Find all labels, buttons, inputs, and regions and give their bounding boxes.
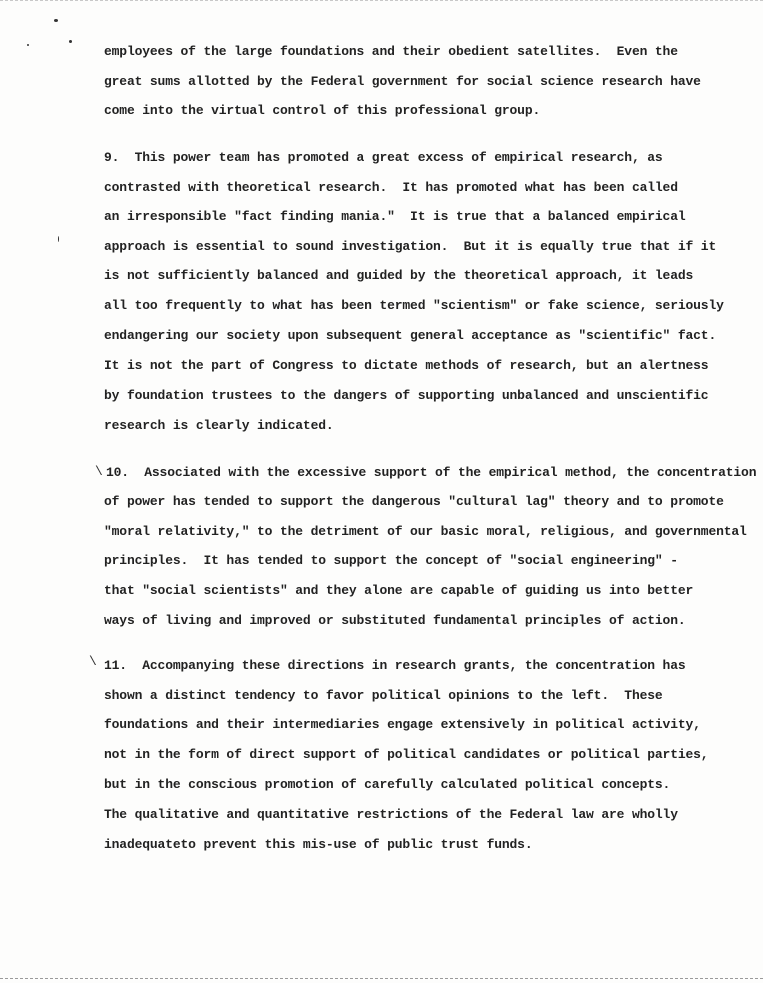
scan-speck	[58, 236, 59, 242]
text-line: shown a distinct tendency to favor political opinions to the left. These	[104, 688, 663, 703]
text-line: but in the conscious promotion of carefully calculated political concepts.	[104, 777, 671, 792]
text-line: all too frequently to what has been termed "scientism" or fake science, seriously	[104, 298, 724, 313]
text-line: principles. It has tended to support the concept of "social engineering" -	[104, 553, 678, 568]
scan-speck	[54, 19, 58, 22]
text-line: "moral relativity," to the detriment of our basic moral, religious, and governmental	[104, 524, 747, 539]
text-line: endangering our society upon subsequent general acceptance as "scientific" fact.	[104, 328, 717, 343]
text-line: that "social scientists" and they alone are capable of guiding us into better	[104, 583, 694, 598]
text-line: contrasted with theoretical research. It has promoted what has been called	[104, 180, 678, 195]
text-line: foundations and their intermediaries engage extensively in political activity,	[104, 717, 701, 732]
text-line: come into the virtual control of this professional group.	[104, 103, 541, 118]
scan-speck	[27, 44, 29, 46]
text-line: by foundation trustees to the dangers of supporting unbalanced and unscientific	[104, 388, 709, 403]
text-line: The qualitative and quantitative restrictions of the Federal law are wholly	[104, 807, 678, 822]
margin-check-mark: \	[95, 464, 103, 479]
text-line: 10. Associated with the excessive support of the empirical method, the concentration	[106, 465, 757, 480]
top-page-edge	[0, 0, 763, 1]
text-line: is not sufficiently balanced and guided by the theoretical approach, it leads	[104, 268, 694, 283]
text-line: not in the form of direct support of political candidates or political parties,	[104, 747, 709, 762]
text-line: It is not the part of Congress to dictate methods of research, but an alertness	[104, 358, 709, 373]
bottom-page-edge	[0, 978, 763, 979]
text-line: 9. This power team has promoted a great excess of empirical research, as	[104, 150, 663, 165]
text-line: great sums allotted by the Federal government for social science research have	[104, 74, 701, 89]
text-line: inadequateto prevent this mis-use of public trust funds.	[104, 837, 533, 852]
text-line: employees of the large foundations and their obedient satellites. Even the	[104, 44, 678, 59]
text-line: of power has tended to support the dangerous "cultural lag" theory and to promote	[104, 494, 724, 509]
text-line: ways of living and improved or substituted fundamental principles of action.	[104, 613, 686, 628]
margin-check-mark: \	[89, 654, 97, 669]
scan-speck	[69, 40, 72, 43]
text-line: approach is essential to sound investigation. But it is equally true that if it	[104, 239, 717, 254]
text-line: research is clearly indicated.	[104, 418, 334, 433]
text-line: 11. Accompanying these directions in research grants, the concentration has	[104, 658, 686, 673]
text-line: an irresponsible "fact finding mania." It is true that a balanced empirical	[104, 209, 686, 224]
